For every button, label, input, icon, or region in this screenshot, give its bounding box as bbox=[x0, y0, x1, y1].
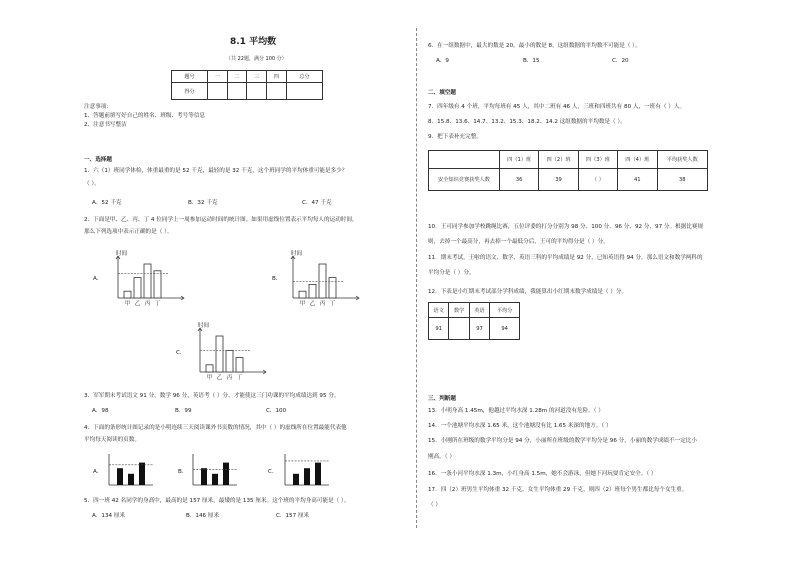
category-label: 丙 bbox=[319, 301, 326, 307]
question-1-option-a[interactable]: A．52 千克 bbox=[92, 200, 122, 206]
question-2-option-a-label[interactable]: A． bbox=[93, 276, 103, 282]
question-2-chart-a bbox=[110, 250, 190, 308]
bar bbox=[299, 291, 306, 298]
question-12-text: 12．下表是小红期末考试部分学科成绩，我能算出小红期末数学成绩是（ ）分。 bbox=[428, 289, 628, 295]
bar bbox=[319, 264, 326, 298]
q12-cell: 97 bbox=[469, 318, 489, 340]
question-4-option-c-label[interactable]: C． bbox=[268, 469, 278, 475]
question-15-text: 15．小刚所在班级的数学平均分是 94 分，小丽所在班级的数学平均分是 96 分，小丽的数学成绩不一定比小 bbox=[428, 438, 697, 444]
question-6-option-c[interactable]: C．20 bbox=[612, 58, 629, 64]
bar bbox=[216, 336, 223, 372]
score-header-cell: 总分 bbox=[286, 71, 322, 83]
question-11-text: 11．期末考试，王啦的语文、数学、英语三科的平均成绩是 92 分，已知英语得 94 分，那么语文和数学两科的 bbox=[428, 255, 703, 261]
question-3-text: 3．军军期末考试语文 91 分，数学 96 分，英语考（ ）分，才能使这三门功课的平均成绩达到 95 分。 bbox=[84, 393, 340, 399]
section-heading-judge: 三、判断题 bbox=[428, 396, 456, 402]
bar bbox=[315, 463, 321, 485]
question-5-option-a[interactable]: A．134 厘米 bbox=[92, 513, 126, 519]
q9-blank-cell[interactable]: （ ） bbox=[578, 169, 617, 191]
score-header-cell: 二 bbox=[227, 71, 247, 83]
page-subtitle: （共 22题，满分 100 分） bbox=[226, 56, 287, 62]
question-5-option-b[interactable]: B．146 厘米 bbox=[186, 513, 220, 519]
q12-header-cell: 语文 bbox=[429, 303, 449, 318]
question-11-text-cont: 平均分是（ ）分。 bbox=[428, 270, 475, 276]
q9-header-cell bbox=[429, 151, 500, 169]
question-4-option-b-label[interactable]: B． bbox=[178, 469, 188, 475]
category-label: 甲 bbox=[124, 301, 131, 307]
question-5-option-c[interactable]: C．157 厘米 bbox=[276, 513, 310, 519]
bar bbox=[223, 463, 229, 485]
question-6-option-b[interactable]: B．15 bbox=[523, 58, 540, 64]
q9-row-label: 安全知识竞赛获奖人数 bbox=[429, 169, 500, 191]
question-15-text-cont: 刚高。（ ） bbox=[428, 454, 455, 460]
question-4-option-a-label[interactable]: A． bbox=[93, 469, 103, 475]
question-1-blank[interactable]: （ ）。 bbox=[84, 181, 100, 187]
question-3-option-a[interactable]: A．98 bbox=[92, 408, 109, 414]
question-4-text-cont: 平均每天阅读的页数。 bbox=[84, 437, 140, 443]
category-label: 乙 bbox=[216, 375, 223, 381]
bar bbox=[128, 474, 134, 485]
question-17-text-cont: （ ） bbox=[428, 502, 441, 508]
question-9-table bbox=[428, 150, 708, 191]
question-17-text: 17．四（2）班男生平均体重 32 千克，女生平均体重 29 千克，则四（2）班每个男生都比每个女生重。 bbox=[428, 487, 688, 493]
y-axis-label: 时间 bbox=[291, 251, 303, 257]
question-9-text: 9．把下表补充完整。 bbox=[428, 134, 482, 140]
score-cell[interactable] bbox=[247, 83, 267, 100]
q9-header-cell: 平均获奖人数 bbox=[657, 151, 708, 169]
bar bbox=[117, 468, 123, 485]
question-10-text-cont: 则，去掉一个最高分，再去掉一个最低分后，王可的平均得分是（ ）分。 bbox=[428, 239, 609, 245]
bar bbox=[212, 474, 218, 485]
question-8-text: 8．15.8、13.6、14.7、13.2、15.3、18.2、14.2 这组数据的平均数是（ ）。 bbox=[428, 119, 626, 125]
q9-header-cell: 四（4）班 bbox=[618, 151, 657, 169]
score-cell[interactable] bbox=[208, 83, 228, 100]
category-label: 乙 bbox=[309, 301, 316, 307]
question-1-text: 1．六（1）班同学体检，体重最重的是 52 千克，最轻的是 32 千克，这个班同学的平均体重可能是多少？ bbox=[84, 168, 348, 174]
score-header-cell: 三 bbox=[247, 71, 267, 83]
score-header-cell: 一 bbox=[208, 71, 228, 83]
question-3-option-b[interactable]: B．99 bbox=[175, 408, 192, 414]
q12-cell: 91 bbox=[429, 318, 449, 340]
score-table bbox=[171, 70, 323, 100]
bar bbox=[309, 284, 316, 298]
question-4-chart-a bbox=[106, 452, 156, 488]
bar bbox=[329, 278, 336, 298]
bar bbox=[304, 468, 310, 485]
bar bbox=[206, 365, 213, 372]
q9-cell: 41 bbox=[618, 169, 657, 191]
bar bbox=[144, 264, 151, 298]
question-7-text: 7．四年级有 4 个班，平均每班有 45 人，其中二班有 46 人，三班和四班共有 80 人，一班有（ ）人。 bbox=[428, 104, 686, 110]
question-1-option-b[interactable]: B．32 千克 bbox=[188, 200, 218, 206]
score-row-label: 得分 bbox=[172, 83, 208, 100]
q9-header-cell: 四（3）班 bbox=[578, 151, 617, 169]
question-1-option-c[interactable]: C．47 千克 bbox=[302, 200, 332, 206]
y-axis-label: 时间 bbox=[198, 323, 210, 329]
question-5-text: 5．四一班 42 名同学的身高中，最高的是 157 厘米，最矮的是 135 厘米。这个班的平均身高可能是（ ）。 bbox=[84, 498, 350, 504]
section-heading-choice: 一、选择题 bbox=[84, 157, 112, 163]
notes-item: 1、答题前填写好自己的姓名、班级、考号等信息 bbox=[84, 113, 206, 119]
category-label: 乙 bbox=[134, 301, 141, 307]
question-2-text: 2．下面是甲、乙、丙、丁 4 位同学上一周参加运动时间的统计图。如果用虚线位置表示平均每人的运动时间， bbox=[84, 217, 358, 223]
question-6-text: 6．在一组数据中，最大的数是 20，最小的数是 8，这组数据的平均数不可能是（ ）。 bbox=[428, 43, 641, 49]
category-label: 丙 bbox=[144, 301, 151, 307]
question-14-text: 14．一个池塘平均水深 1.65 米，这个池塘没有比 1.65 米深的地方。（ ） bbox=[428, 423, 612, 429]
bar bbox=[226, 350, 233, 372]
q12-cell: 94 bbox=[490, 318, 520, 340]
bar bbox=[124, 291, 131, 298]
bar bbox=[134, 278, 141, 298]
question-2-option-c-label[interactable]: C． bbox=[176, 350, 186, 356]
question-2-text-cont: 那么下列选项中表示正确的是（ ）。 bbox=[84, 229, 173, 235]
notes-item: 2、注意书写整洁 bbox=[84, 122, 127, 128]
bar bbox=[236, 358, 243, 372]
question-10-text: 10．王可同学参加学校跳绳比赛，五位评委的打分分别为 98 分、100 分、96 分、92 分、97 分。根据比赛规 bbox=[428, 224, 704, 230]
question-6-option-a[interactable]: A．9 bbox=[436, 58, 449, 64]
q9-header-cell: 四（1）班 bbox=[500, 151, 539, 169]
category-label: 甲 bbox=[299, 301, 306, 307]
question-13-text: 13．小明身高 1.45m，他越过平均水深 1.28m 的河道没有危险。（ ） bbox=[428, 408, 604, 414]
y-axis-label: 时间 bbox=[116, 251, 128, 257]
bar bbox=[139, 463, 145, 485]
q9-cell: 39 bbox=[539, 169, 578, 191]
score-header-cell: 四 bbox=[267, 71, 287, 83]
question-12-table bbox=[428, 302, 520, 340]
bar bbox=[293, 474, 299, 485]
q9-header-cell: 四（2）班 bbox=[539, 151, 578, 169]
bar bbox=[154, 271, 161, 298]
q12-header-cell: 数学 bbox=[449, 303, 469, 318]
q12-header-cell: 英语 bbox=[469, 303, 489, 318]
question-16-text: 16．一条小河平均水深 1.3m，小红身高 1.5m，她不会游泳，但她下河玩耍肯定安全。（ ） bbox=[428, 471, 657, 477]
q9-cell: 36 bbox=[500, 169, 539, 191]
column-divider bbox=[416, 28, 417, 528]
bar bbox=[201, 468, 207, 485]
category-label: 丁 bbox=[154, 301, 161, 307]
score-header-cell: 题号 bbox=[172, 71, 208, 83]
question-2-option-b-label[interactable]: B． bbox=[272, 276, 282, 282]
q12-header-cell: 平均分 bbox=[490, 303, 520, 318]
question-2-chart-b bbox=[285, 250, 365, 308]
question-4-chart-b bbox=[190, 452, 240, 488]
q9-cell: 38 bbox=[657, 169, 708, 191]
category-label: 丁 bbox=[236, 375, 243, 381]
category-label: 丁 bbox=[329, 301, 336, 307]
question-2-chart-c bbox=[192, 322, 272, 382]
section-heading-fill: 二、填空题 bbox=[428, 90, 456, 96]
page-title: 8.1 平均数 bbox=[230, 37, 277, 47]
notes-heading: 注意事项： bbox=[84, 104, 112, 110]
score-cell[interactable] bbox=[286, 83, 322, 100]
category-label: 甲 bbox=[206, 375, 213, 381]
score-cell[interactable] bbox=[267, 83, 287, 100]
q12-blank-cell[interactable] bbox=[449, 318, 469, 340]
question-4-chart-c bbox=[282, 452, 332, 488]
category-label: 丙 bbox=[226, 375, 233, 381]
question-3-option-c[interactable]: C．100 bbox=[266, 408, 287, 414]
score-cell[interactable] bbox=[227, 83, 247, 100]
question-4-text: 4．下面的条形统计图记录的是小明连续三天阅读课外书页数的情况，其中（ ）的虚线所在位置最能代表他 bbox=[84, 425, 347, 431]
